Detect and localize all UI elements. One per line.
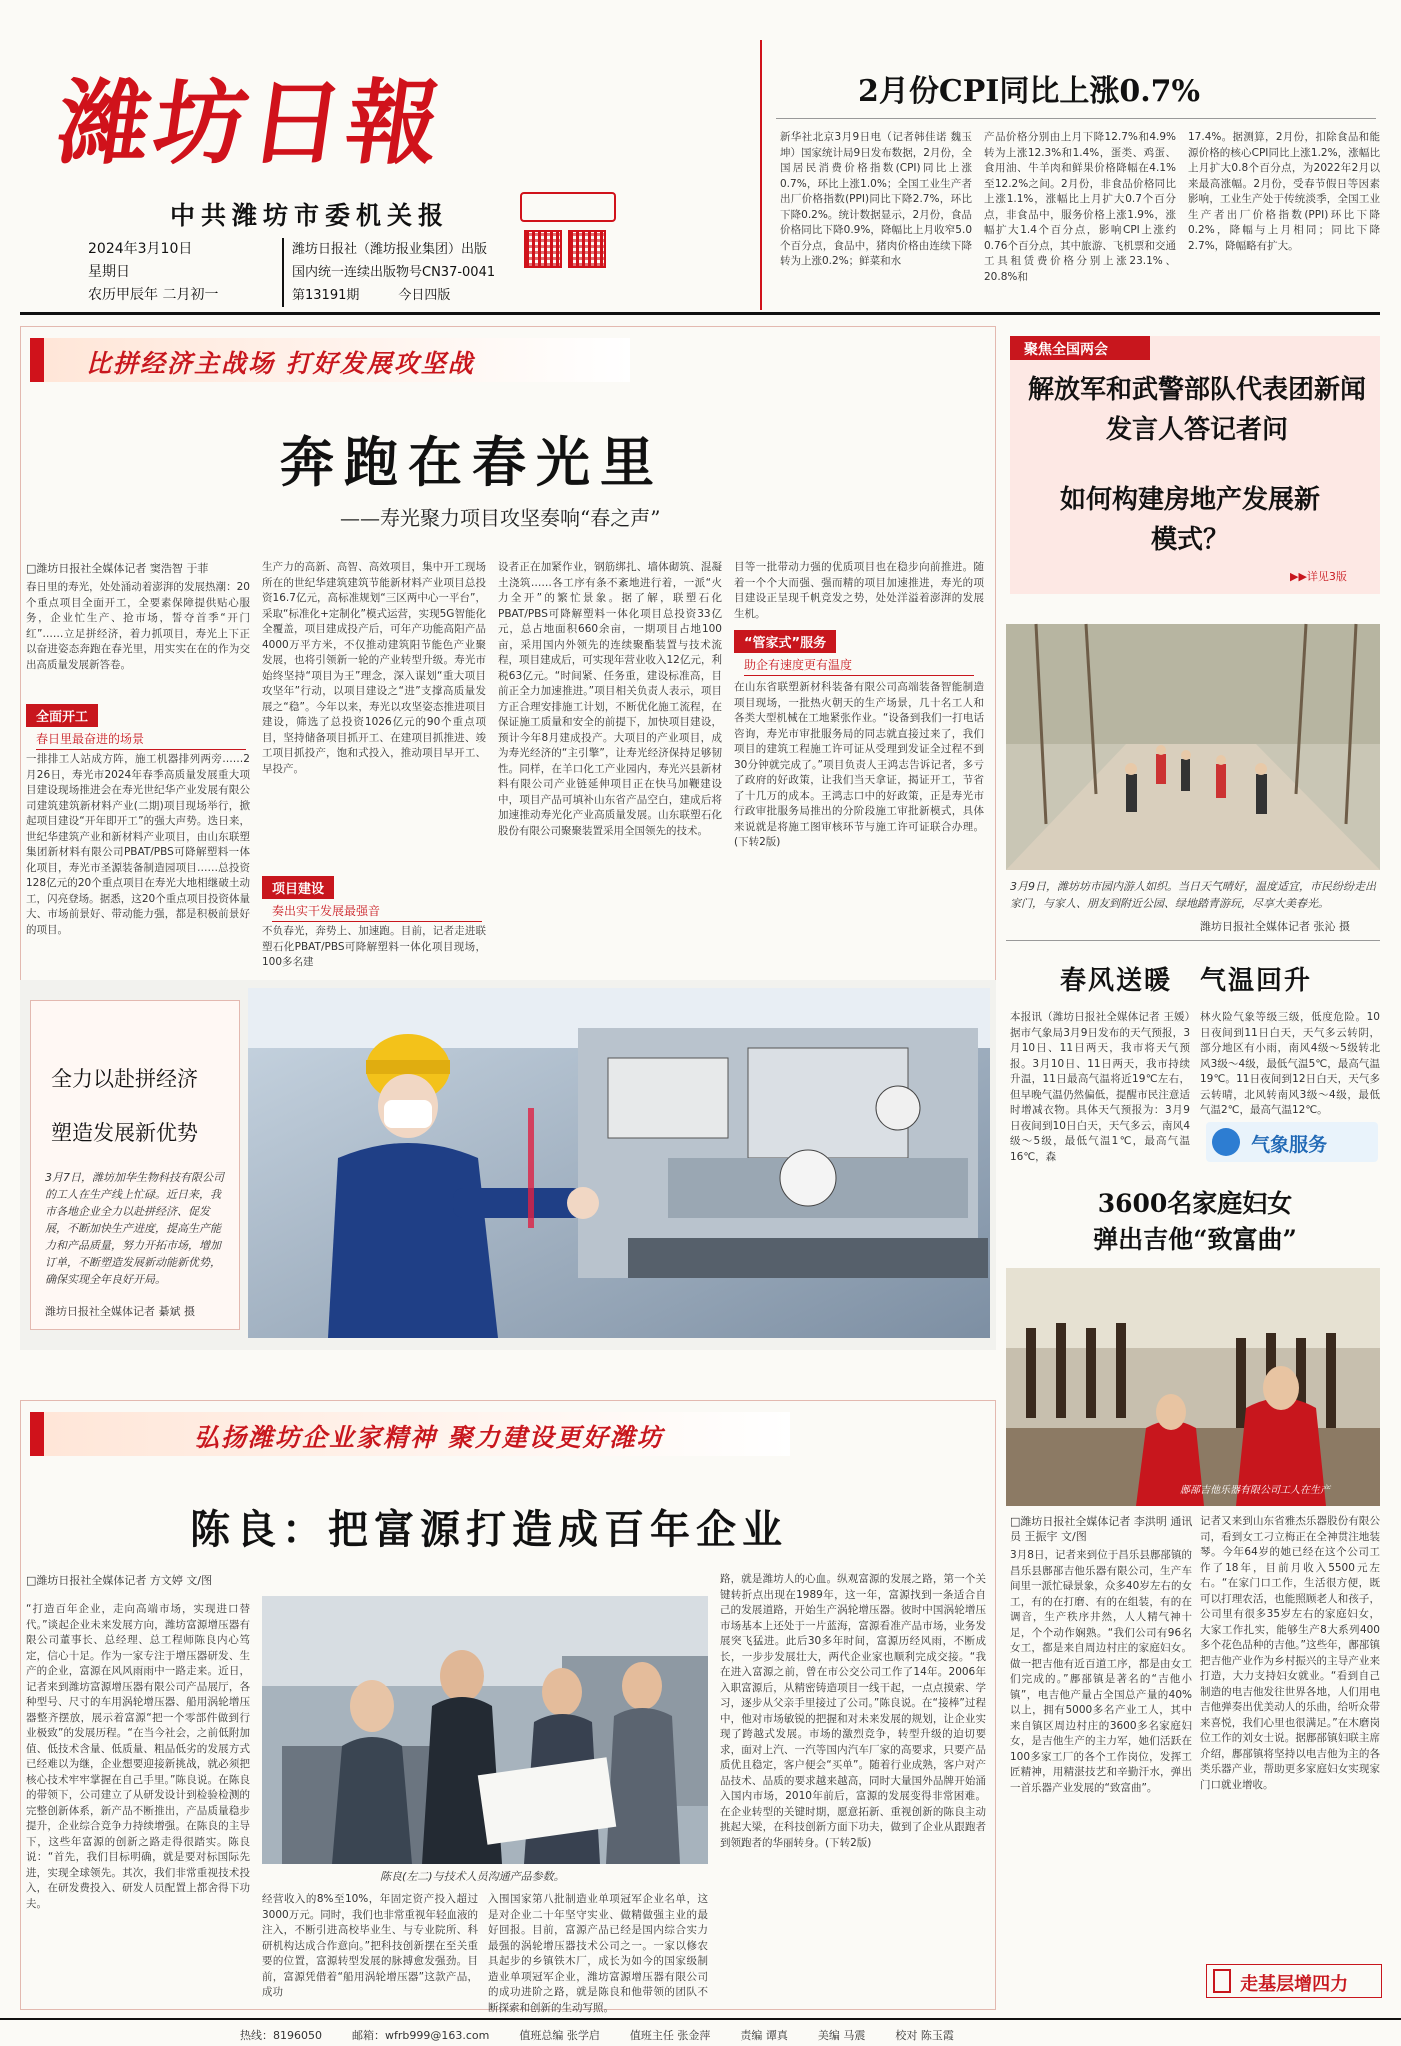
- lunar-date: 农历甲辰年 二月初一: [88, 287, 219, 303]
- photo-caption: 3月7日，潍坊加华生物科技有限公司的工人在生产线上忙碌。近日来，我市各地企业全力以赴拼经济、促发展，不断加快生产进度，提高生产能力和产品质量，努力开拓市场，增加订单，不断塑造发展新动能新优势，确保实现全年良好开局。: [45, 1171, 224, 1286]
- issue-no: 第13191期: [292, 288, 360, 303]
- publisher: 潍坊日报社（潍坊报业集团）出版: [292, 242, 488, 257]
- factory-worker-image: [248, 988, 990, 1338]
- chen-liang-photo: [262, 1596, 708, 1864]
- section-subtag: 奏出实干发展最强音: [272, 900, 482, 922]
- focus-headline: 解放军和武警部队代表团新闻发言人答记者问: [1027, 375, 1366, 445]
- cpi-headline: 2月份CPI同比上涨0.7%: [858, 74, 1201, 109]
- article-body: 经营收入的8%至10%，年固定资产投入超过3000万元。同时，我们也非常重视年轻血液的注入，不断引进高校毕业生、与专业院所、科研机构达成合作意向。”把科技创新摆在至关重要的位置，富源转型发展的脉搏愈发强劲。目前，富源凭借着“船用涡轮增压器”这款产品，成功: [262, 1893, 478, 1998]
- women-body: 3月8日，记者来到位于昌乐县鄌郚镇的昌乐县鄌郚吉他乐器有限公司，生产车间里一派忙碌景象，众多40岁左右的女工，有的在打磨、有的在组装，有的在调音，生产秩序井然，人人精气神十足，个个动作娴熟。“我们公司有96名女工，都是来自周边村庄的家庭妇女。做一把吉他有近百道工序，都是由女工们完成的。”鄌郚镇是著名的“吉他小镇”，电吉他产量占全国总产量的40%以上，拥有5000多名产业工人，其中来自镇区周边村庄的3600多名家庭妇女，是吉他生产的主力军，她们活跃在100多家工厂的各个工作岗位，发挥工匠精神，用精湛技艺和辛勤汗水，弹出一首乐器产业发展的“致富曲”。: [1010, 1549, 1192, 1794]
- weather-icon: [1212, 1128, 1240, 1156]
- article-body: 不负春光，奔势上、加速跑。目前，记者走进联塑石化PBAT/PBS可降解塑料一体化项目现场，100多名建: [262, 925, 486, 968]
- park-caption: 3月9日，潍坊坊市园内游人如织。当日天气晴好，温度适宜，市民纷纷走出家门，与家人、朋友到附近公园、绿地踏青游玩，尽享大美春光。: [1010, 880, 1376, 910]
- date-block: [88, 238, 218, 307]
- divider: [1006, 940, 1380, 941]
- photo-caption-box: [30, 1000, 240, 1330]
- women-headline: [1010, 1186, 1380, 1258]
- guitar-caption: 鄌郚吉他乐器有限公司工人在生产: [1180, 1485, 1330, 1496]
- weather-body: 本报讯（潍坊日报社全媒体记者 王媛）据市气象局3月9日发布的天气预报，3月10日、11日两天，我市将天气预报。3月10日、11日两天，我市持续升温，11日最高气温将近19℃左右，但早晚气温仍然偏低，提醒市民注意适时增减衣物。具体天气预报为：3月9日夜间到10日白天，天气多云，南风4级～5级，最低气温1℃，最高气温16℃，森: [1010, 1011, 1190, 1163]
- cpi-column-1: 新华社北京3月9日电（记者韩佳诺 魏玉坤）国家统计局9日发布数据，2月份，全国居民消费价格指数(CPI)同比上涨0.7%，环比上涨1.0%；全国工业生产者出厂价格指数(PPI)同比下降2.7%，环比下降0.2%。统计数据显示，2月份，食品价格同比下降0.9%，降幅比上月收窄5.0个百分点，食品中，猪肉价格由连续下降转为上涨0.2%；鲜菜和水: [780, 131, 972, 267]
- women-body: 记者又来到山东省雅杰乐器股份有限公司，看到女工刁立梅正在全神贯注地装琴。今年64岁的她已经在这个公司工作了18年，目前月收入5500元左右。“在家门口工作，生活很方便，既可以打理农活，也能照顾老人和孩子，公司里有很多35岁左右的家庭妇女，大家工作扎实，能够生产8大系列400多个花色品种的吉他。”这些年，鄌郚镇把吉他产业作为乡村振兴的主导产业来打造，大力支持妇女就业。“看到自己制造的电吉他发往世界各地，人们用电吉他弹奏出优美动人的乐曲，给听众带来喜悦，我们心里也很满足。”在木磨岗位工作的刘女士说。据鄌郚镇妇联主席介绍，鄌郚镇将坚持以电吉他为主的各类乐器产业，帮助更多家庭妇女实现家门口就业增收。: [1200, 1515, 1380, 1791]
- photo-caption: 陈良(左二)与技术人员沟通产品参数。: [380, 1870, 565, 1883]
- see-page-link[interactable]: ▶▶详见3版: [1290, 570, 1347, 583]
- park-image: [1006, 624, 1380, 870]
- weather-body: 林火险气象等级三级，低度危险。10日夜间到11日白天，天气多云转阴，部分地区有小雨，南风4级～5级转北风3级～4级，最低气温5℃，最高气温19℃。11日夜间到12日白天，天气多云转晴，北风转南风3级～4级，最低气温2℃，最高气温12℃。: [1200, 1011, 1380, 1116]
- article-body: “打造百年企业，走向高端市场，实现进口替代。”谈起企业未来发展方向，潍坊富源增压器有限公司董事长、总经理、总工程师陈良内心笃定，信心十足。作为一家专注于增压器研发、生产的企业，富源在风风雨雨中一路走来。近日，记者来到潍坊富源增压器有限公司产品展厅，各种型号、尺寸的车用涡轮增压器、船用涡轮增压器整齐摆放，展示着富源“把一个零部件做到行业极致”的发展历程。“在当今社会，之前低附加值、低技术含量、低质量、粗品低劣的发展方式已经难以为继，企业想要迎接新挑战，就必须把核心技术牢牢掌握在自己手里。”陈良说。在陈良的带领下，公司建立了从研发设计到检验检测的完整创新体系，新产品不断推出，产品质量稳步提升，企业综合竞争力持续增强。在陈良的主导下，这些年富源的创新之路走得很踏实。陈良说：“首先，我们目标明确，就是要对标国际先进，实现全球领先。其次，我们非常重视技术投入，在研发费投入、研发人员配置上都舍得下功夫。: [26, 1603, 250, 1910]
- weather-service-label: 气象服务: [1251, 1134, 1328, 1156]
- banner-text: 弘扬潍坊企业家精神 聚力建设更好潍坊: [194, 1423, 664, 1452]
- focus-tag: 聚焦全国两会: [1010, 336, 1150, 360]
- focus-headline: 如何构建房地产发展新模式？: [1060, 485, 1321, 555]
- footer: [0, 2018, 1401, 2046]
- section-tag: 项目建设: [262, 876, 334, 899]
- pen-icon: [1213, 1969, 1231, 1993]
- cn-number: 国内统一连续出版物号CN37-0041: [292, 265, 496, 280]
- grassroots-label: 走基层增四力: [1240, 1974, 1349, 1995]
- issue-date: 2024年3月10日: [88, 241, 193, 257]
- divider: [760, 40, 762, 310]
- article-body: 生产力的高新、高智、高效项目，集中开工现场所在的世纪华建筑建筑节能新材料产业项目总投资16.7亿元，高标准规划“三区两中心一平台”，采取“标准化+定制化”模式运营，实现5G智能化全覆盖，项目建成投产后，可年产功能高阳产品4000万平方米，不仅推动建筑阳节能色产业聚发展，也将引领新一轮的产业转型升级。寿光市始终坚持“项目为王”理念，深入谋划“重大项目攻坚年”行动，以项目建设之“进”支撑高质量发展之“稳”。今年以来，寿光以攻坚姿态推进项目建设，筛选了总投资1026亿元的90个重点项目，坚持储备项目抓开工、在建项目抓推进、竣工项目抓投产，饱和式投入，推动项目早开工、早投产。: [262, 561, 486, 775]
- weather-headline: 春风送暖 气温回升: [1060, 966, 1313, 996]
- grassroots-badge: [1206, 1964, 1382, 1998]
- divider: [776, 118, 1376, 119]
- article-byline: □潍坊日报社全媒体记者 窦浩智 于菲: [26, 562, 209, 575]
- section-tag: 全面开工: [26, 704, 98, 727]
- masthead-logo: 濰坊日報: [51, 69, 451, 177]
- women-headline-line2: 弹出吉他“致富曲”: [1093, 1225, 1297, 1254]
- qr-code-icon: [524, 230, 562, 268]
- article-body: 路，就是潍坊人的心血。纵观富源的发展之路，第一个关键转折点出现在1989年，这一年，富源找到一条适合自己的发展道路，开始生产涡轮增压器。彼时中国涡轮增压市场基本上还处于一片蓝海，富源看准产品市场，业务发展突飞猛进。此后30多年时间，富源历经风雨，不断成长，一步步发展壮大，两代企业家也顺利完成交接。“我在进入富源之前，曾在市公交公司工作了14年。2006年入职富源后，从精密铸造项目一线干起，一点点摸索、学习，逐步从父亲手里接过了公司。”陈良说。在“接棒”过程中，他对市场敏锐的把握和对未来发展的规划，让企业实现了跨越式发展。市场的激烈竞争，转型升级的迫切要求，面对上汽、一汽等国内汽车厂家的高要求，只要产品质优且稳定，客户便会“买单”。随着行业成熟，客户对产品技术、品质的要求越来越高，同时大量国外品牌开始涌入国内市场，2010年前后，富源的发展变得非常困难。在企业转型的关键时期，愿意拓新、重视创新的陈良主动挑起大梁，在科技创新方面下功夫，做到了企业从跟跑者到领跑者的华丽转身。(下转2版): [720, 1573, 986, 1849]
- weather-service-badge: [1206, 1122, 1378, 1162]
- masthead-subtitle: 中共潍坊市委机关报: [170, 201, 450, 230]
- section-subtag: 助企有速度更有温度: [744, 654, 974, 676]
- photo-caption-title: 全力以赴拼经济: [51, 1067, 198, 1091]
- factory-meeting-image: [262, 1596, 708, 1864]
- guitar-factory-image: [1006, 1268, 1380, 1506]
- footer-editor: 责编 谭真: [740, 2029, 788, 2042]
- guitar-photo: [1006, 1268, 1380, 1506]
- publication-info: [282, 238, 495, 307]
- article-headline: 奔跑在春光里: [280, 430, 664, 494]
- footer-hotline: 热线：8196050: [240, 2029, 322, 2042]
- footer-email: 邮箱：wfrb999@163.com: [352, 2029, 490, 2042]
- photo-credit: 潍坊日报社全媒体记者 綦斌 摄: [45, 1305, 195, 1318]
- footer-art: 美编 马震: [817, 2029, 866, 2042]
- article-lead: 春日里的寿光，处处涌动着澎湃的发展热潮：20个重点项目全面开工，全要素保障提供贴心服务，企业忙生产、抢市场，誓夺首季“开门红”……立足拼经济，着力抓项目，寿光上下正以奋进姿态奔跑在春光里，用实实在在的作为交出高质量发展新答卷。: [26, 581, 250, 671]
- article-body: 在山东省联塑新材科装备有限公司高端装备智能制造项目现场，一批热火朝天的生产场景，几十名工人和各类大型机械在工地紧张作业。“设备到我们一打电话咨询，寿光市审批服务局的同志就直接过来了，我们项目的建筑工程施工许可证从受理到发证全过程不到30分钟就完成了。”项目负责人王鸿志告诉记者，多亏了政府的好政策，让我们当天拿证，揭证开工，节省了十几万的成本。王鸿志口中的好政策，正是寿光市行政审批服务局推出的分阶段施工审批新模式，具体来说就是将施工图审核环节与施工许可证联合办理。(下转2版): [734, 681, 984, 848]
- article-body: 入围国家第八批制造业单项冠军企业名单，这是对企业二十年坚守实业、做精做强主业的最好回报。目前，富源产品已经是国内综合实力最强的涡轮增压器技术公司之一。一家以修农具起步的乡镇铁木厂，成长为如今的国家级制造业单项冠军企业，潍坊富源增压器有限公司的成功进阶之路，就是陈良和他带领的团队不断探索和创新的生动写照。: [488, 1893, 708, 2014]
- park-photo: [1006, 624, 1380, 870]
- photo-caption-title: 塑造发展新优势: [51, 1121, 198, 1145]
- park-credit: 潍坊日报社全媒体记者 张沁 摄: [1200, 920, 1350, 933]
- footer-proof: 校对 陈玉霞: [895, 2029, 954, 2042]
- cpi-column-2: 产品价格分别由上月下降12.7%和4.9%转为上涨12.3%和1.4%，蛋类、鸡蛋、食用油、牛羊肉和鲜果价格降幅在4.1%至12.2%之间。2月份，非食品价格同比上涨1.1%，涨幅比上月扩大0.7个百分点，非食品中，服务价格上涨1.9%，涨幅扩大1.4个百分点，影响CPI上涨约0.76个百分点，其中旅游、飞机票和交通工具租赁费价格分别上涨23.1%、20.8%和: [984, 131, 1176, 283]
- article-body: 一排排工人站成方阵，施工机器排列两旁……2月26日，寿光市2024年春季高质量发展重大项目建设现场推进会在寿光世纪华产业发展有限公司建筑建筑新材料产业(二期)项目现场举行，掀起项目建设“开年即开工”的强大声势。迭日来，世纪华建筑产业和新材料产业项目，由山东联塑集团新材料有限公司PBAT/PBS可降解塑料一体化项目，寿光市圣源装备制造园项目……总投资128亿元的20个重点项目在寿光大地相继破土动工，闪亮登场。据悉，这20个重点项目投资体量大、市场前景好、带动能力强，都是积极前景好的项目。: [26, 753, 250, 936]
- section-tag: “管家式”服务: [734, 630, 836, 653]
- factory-photo: [248, 988, 990, 1338]
- banner-text: 比拼经济主战场 打好发展攻坚战: [86, 349, 475, 378]
- cpi-column-3: 17.4%。据测算，2月份，扣除食品和能源价格的核心CPI同比上涨1.2%，涨幅比上月扩大0.8个百分点，为2022年2月以来最高涨幅。2月份，受春节假日等因素影响，工业生产处于传统淡季，全国工业生产者出厂价格指数(PPI)环比下降0.2%，降幅与上月相同；同比下降2.7%，降幅略有扩大。: [1188, 131, 1380, 252]
- women-byline: □潍坊日报社全媒体记者 李洪明 通讯员 王振宇 文/图: [1010, 1515, 1193, 1543]
- article-body: 设者正在加紧作业，钢筋绑扎、墙体砌筑、混凝土浇筑……各工序有条不紊地进行着，一派“火力全开”的繁忙景象。据了解，联塑石化PBAT/PBS可降解塑料一体化项目总投资33亿元，总占地面积660余亩，一期项目占地100亩，采用国内外领先的连续聚酯装置与技术流程，项目建成后，可实现年营业收入12亿元，利税63亿元。“时间紧、任务重，建设标准高，目前正全力加速推进。”项目相关负责人表示，项目方正合理安排施工计划，不断优化施工流程，在保证施工质量和安全的前提下，加快项目建设，预计今年8月建成投产。大项目的产业项目，成为寿光经济的“主引擎”，让寿光经济保持足够韧性。同样，在羊口化工产业园内，寿光兴县新材料有限公司产业链延伸项目正在快马加鞭建设中，项目产品可填补山东省产品空白，建成后将加速推动寿光化产业高质量发展。山东联塑石化股份有限公司聚聚装置采用全国领先的技术。: [498, 561, 722, 837]
- app-logo-icon: [520, 192, 616, 222]
- article-body: 目等一批带动力强的优质项目也在稳步向前推进。随着一个个大而强、强而精的项目加速推进，寿光的项目建设正呈现千帆竞发之势，处处洋溢着澎湃的发展生机。: [734, 561, 984, 620]
- women-headline-line1: 3600名家庭妇女: [1097, 1189, 1293, 1218]
- article-byline: □潍坊日报社全媒体记者 方文婷 文/图: [26, 1574, 213, 1587]
- article-subheadline: ——寿光聚力项目攻坚奏响“春之声”: [340, 506, 661, 530]
- article-headline: 陈良：把富源打造成百年企业: [190, 1506, 788, 1553]
- footer-chief-editor: 值班总编 张学启: [519, 2029, 600, 2042]
- issue-number: [292, 284, 495, 307]
- issue-weekday: 星期日: [88, 264, 130, 280]
- qr-code-icon: [568, 230, 606, 268]
- masthead-rule: [20, 312, 1380, 315]
- footer-duty-director: 值班主任 张金萍: [629, 2029, 711, 2042]
- page-count: 今日四版: [398, 288, 451, 303]
- section-subtag: 春日里最奋进的场景: [36, 728, 246, 750]
